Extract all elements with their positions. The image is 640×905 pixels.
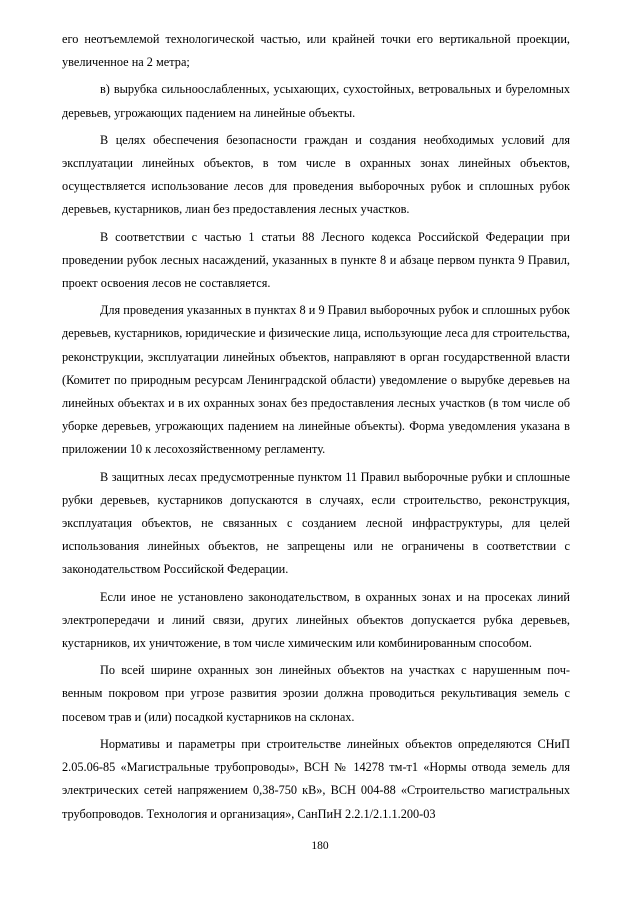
paragraph-notification: Для проведения указанных в пунктах 8 и 9 Правил выборочных рубок и сплошных рубок деревьев, кустарников, юридические и физические лица, использующие леса для строительства, реконструкции, эксплуатации линейных объектов, направляют в орган государственной власти (Комитет по природным ресурсам Ленинградской области) уведомление о вырубке деревьев на линейных объектах и в их охранных зонах без предоставления лесных участков (в том числе об уборке деревьев, угрожающих падением на линейные объекты). Форма уведомления указана в приложении 10 к лесохозяйственному регламенту. bbox=[62, 303, 570, 457]
paragraph-protective-forests: В защитных лесах предусмотренные пунктом 11 Правил выборочные рубки и сплошные рубки деревьев, кустарников допускаются в случаях, если строительство, реконструкция, эксплуатация объектов, не связанных с созданием лесной инфраструктуры, для целей использования линейных объектов, не запрещены или не ограничены в соответствии с законодательством Российской Федерации. bbox=[62, 469, 570, 577]
paragraph-safety: В целях обеспечения безопасности граждан и создания необходимых условий для эксплуатации линейных объектов, в том числе в охранных зонах линейных объектов, осуществляется использование лесов для проведения выборочных рубок и сплошных рубок деревьев, кустарников, лиан без предоставления лесных участков. bbox=[62, 132, 570, 217]
paragraph-norms: Нормативы и параметры при строительстве линейных объектов определяются СНиП 2.05.06-85 «Магистральные трубопроводы», ВСН № 14278 тм-т1 «Нормы отвода земель для электрических сетей напряжением 0,38-750 кВ», ВСН 004-88 «Строительство магистральных трубопроводов. Технология и организация», СанПиН 2.2.1/2.1.1.200-03 bbox=[62, 736, 570, 821]
paragraph-forest-code: В соответствии с частью 1 статьи 88 Лесного кодекса Российской Федерации при проведении рубок лесных насаждений, указанных в пункте 8 и абзаце первом пункта 9 Правил, проект освоения лесов не составляется. bbox=[62, 229, 570, 291]
paragraph-recultivation: По всей ширине охранных зон линейных объектов на участках с нарушенным почвенным покровом при угрозе развития эрозии должна проводиться рекультивация земель с посевом трав и (или) посадкой кустарников на склонах. bbox=[62, 663, 570, 724]
paragraph-item-v: в) вырубка сильноослабленных, усыхающих, сухостойных, ветровальных и буреломных деревьев, угрожающих падением на линейные объекты. bbox=[62, 82, 570, 120]
page-number: 180 bbox=[311, 840, 329, 852]
document-page bbox=[62, 28, 570, 830]
paragraph-protection-zones: Если иное не установлено законодательством, в охранных зонах и на просеках линий электропередачи и линий связи, других линейных объектов допускается рубка деревьев, кустарников, их уничтожение, в том числе химическим или комбинированным способом. bbox=[62, 589, 570, 651]
paragraph-continuation: его неотъемлемой технологической частью, или крайней точки его вертикальной проекции, увеличенное на 2 метра; bbox=[62, 32, 570, 70]
